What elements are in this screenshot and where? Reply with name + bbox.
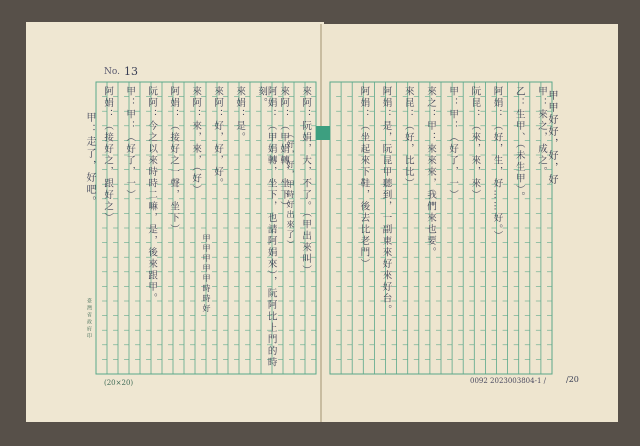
manuscript-column: 阿娟：（好，生，好……好。）	[491, 86, 503, 243]
manuscript-column: 來阿：來，來，（好）	[190, 86, 202, 197]
manuscript-column: 乙：生甲、（未生甲）。	[513, 86, 525, 203]
manuscript-column: 甲：甲：（好了，一）	[124, 86, 136, 201]
manuscript-column: 阿娟：（甲娟轉，坐下，也請阿娟來），阮阿比上門的時刻。	[256, 86, 277, 369]
page-number-label: No.	[104, 67, 120, 77]
manuscript-column: 來昆：（好，比比）	[402, 86, 414, 190]
printer-mark: 臺灣省政府印	[86, 298, 92, 340]
center-marker	[316, 126, 330, 140]
manuscript-column: 來之：甲：來來來，我們來也要。	[424, 86, 436, 259]
manuscript-column: 來阿：好，好，好。	[212, 86, 224, 190]
right-margin-note: 甲甲好好，好，好	[546, 90, 557, 186]
manuscript-column: 阿娟：（坐起來下鞋，後去比老門）	[358, 86, 370, 270]
manuscript-column: 來阿：阮娟，大，不了。（甲出來叫）	[300, 86, 312, 277]
manuscript-column: 阮昆：（來，來，來）	[469, 86, 481, 201]
footer-page: /20	[566, 375, 579, 384]
manuscript-column: 來娟：是。	[234, 86, 246, 144]
manuscript-column: 阿娟：是，阮昆甲聽到，一副東來好來好台。	[380, 86, 392, 316]
manuscript-column: 來阿：（甲娟轉，坐下）	[278, 86, 290, 213]
left-margin-note: 甲：走了，好吧。	[84, 112, 95, 208]
inserted-note: 甲甲甲甲甲時時好	[202, 234, 211, 314]
footer-left: (20×20)	[104, 379, 134, 387]
manuscript-column: 阿娟：（接好之一聲，坐下）	[168, 86, 180, 236]
manuscript-column: 阮阿：今之以來時時二嘛，是，後來跟甲。	[146, 86, 158, 305]
manuscript-column: 甲：來之，成之。	[535, 86, 547, 178]
manuscript-column: 甲：甲：（好了，一）	[447, 86, 459, 201]
page-number: 13	[124, 65, 138, 78]
side-note: （好，好，甲時好出來了）	[286, 130, 295, 250]
footer-stamp: 0092 2023003804-1 /	[470, 377, 546, 385]
manuscript-column: 阿娟：（接好之，跟好之）	[102, 86, 114, 224]
